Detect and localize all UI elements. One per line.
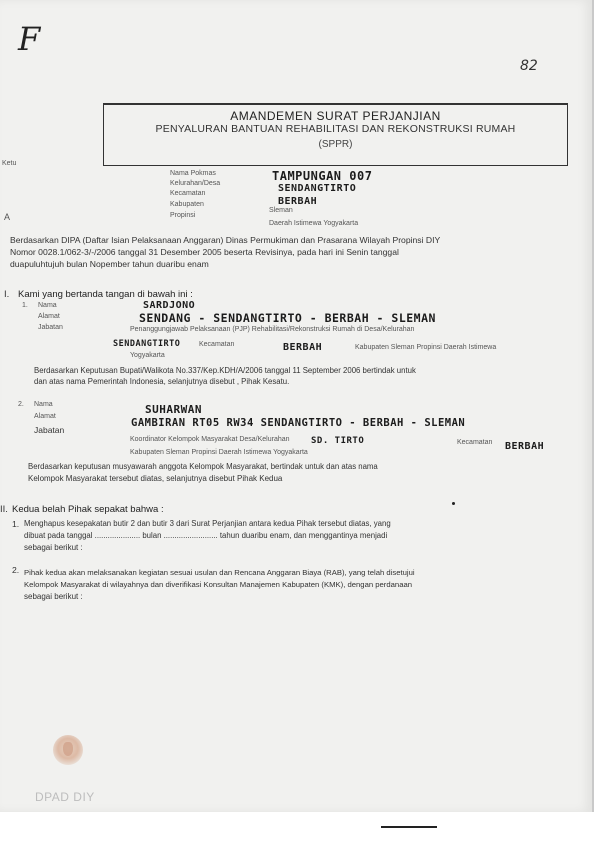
party-1-kecamatan: BERBAH	[283, 342, 323, 353]
a-label: A	[4, 212, 11, 222]
field-value-pokmas: TAMPUNGAN 007	[272, 169, 373, 183]
document-abbreviation: (SPPR)	[318, 139, 353, 150]
field-label-propinsi: Propinsi	[170, 212, 196, 219]
party-2-address-label: Alamat	[34, 413, 56, 420]
corner-handwritten-mark: F	[18, 20, 41, 58]
party-1-position-tail: Kabupaten Sleman Propinsi Daerah Istimewa	[355, 344, 497, 351]
item-2-number: 2.	[12, 565, 20, 575]
party-2-position-label: Jabatan	[34, 425, 65, 435]
item-2-line-2: Kelompok Masyarakat di wilayahnya dan diverifikasi Konsultan Manajemen Kabupaten (KMK), dengan perdanaan	[24, 580, 413, 589]
item-1-line-2: dibuat pada tanggal ..................... bulan ......................... tahun duaribu enam, dan menggantinya menjadi	[24, 531, 388, 540]
party-2-address: GAMBIRAN RT05 RW34 SENDANGTIRTO - BERBAH - SLEMAN	[131, 417, 466, 429]
faded-seal-logo	[53, 735, 83, 765]
party-1-position-label: Jabatan	[38, 324, 63, 331]
party-2-name: SUHARWAN	[145, 403, 202, 416]
party-2-position-line-1: Koordinator Kelompok Masyarakat Desa/Kelurahan	[130, 436, 290, 443]
intro-line-1: Berdasarkan DIPA (Daftar Isian Pelaksanaan Anggaran) Dinas Permukiman dan Prasarana Wilayah Propinsi DIY	[10, 235, 441, 245]
party-1-name-label: Nama	[38, 302, 57, 309]
title-box	[103, 103, 568, 166]
party-1-name: SARDJONO	[143, 300, 196, 311]
field-label-pokmas: Nama Pokmas	[170, 170, 216, 177]
intro-line-3: duapuluhtujuh bulan Nopember tahun duaribu enam	[10, 259, 209, 269]
item-1-line-3: sebagai berikut :	[24, 543, 83, 552]
field-value-propinsi: Daerah Istimewa Yogyakarta	[269, 220, 359, 227]
section-1-number: I.	[4, 289, 10, 300]
bottom-underline	[381, 826, 437, 828]
intro-line-2: Nomor 0028.1/062-3/-/2006 tanggal 31 Desember 2005 beserta Revisinya, pada hari ini Senin tanggal	[10, 247, 399, 257]
party-1-kec-label: Kecamatan	[199, 341, 235, 348]
item-1-number: 1.	[12, 519, 20, 529]
party-1-position-line-1: Penanggungjawab Pelaksanaan (PJP) Rehabilitasi/Rekonstruksi Rumah di Desa/Kelurahan	[130, 326, 415, 333]
item-1-line-1: Menghapus kesepakatan butir 2 dan butir 3 dari Surat Perjanjian antara kedua Pihak tersebut diatas, yang	[24, 519, 391, 528]
party-1-basis-line-2: dan atas nama Pemerintah Indonesia, selanjutnya disebut , Pihak Kesatu.	[34, 377, 290, 386]
archive-watermark: DPAD DIY	[35, 790, 95, 804]
section-2-heading: Kedua belah Pihak sepakat bahwa :	[12, 504, 164, 515]
party-1-address: SENDANG - SENDANGTIRTO - BERBAH - SLEMAN	[139, 311, 436, 325]
section-2-number: II.	[0, 504, 8, 515]
party-2-village: SD. TIRTO	[311, 436, 365, 446]
field-value-kecamatan: BERBAH	[278, 196, 318, 207]
lead-label: Ketu	[2, 160, 17, 167]
item-2-line-3: sebagai berikut :	[24, 592, 83, 601]
party-2-basis-line-2: Kelompok Masyarakat tersebut diatas, selanjutnya disebut Pihak Kedua	[28, 474, 283, 483]
party-2-name-label: Nama	[34, 401, 53, 408]
section-1-heading: Kami yang bertanda tangan di bawah ini :	[18, 289, 193, 300]
party-2-kecamatan: BERBAH	[505, 441, 545, 452]
party-2-number: 2.	[18, 401, 24, 408]
party-1-position-line-3: Yogyakarta	[130, 352, 165, 359]
field-value-kabupaten: Sleman	[269, 207, 293, 214]
page-number: 82	[520, 58, 538, 74]
ink-dot	[452, 502, 455, 505]
item-2-line-1: Pihak kedua akan melaksanakan kegiatan sesuai usulan dan Rencana Anggaran Biaya (RAB), yang telah disetujui	[24, 568, 415, 577]
party-1-basis-line-1: Berdasarkan Keputusan Bupati/Walikota No.337/Kep.KDH/A/2006 tanggal 11 September 2006 bertindak untuk	[34, 366, 416, 375]
party-1-address-label: Alamat	[38, 313, 60, 320]
document-title: AMANDEMEN SURAT PERJANJIAN	[230, 109, 441, 123]
field-label-desa: Kelurahan/Desa	[170, 180, 221, 187]
document-subtitle: PENYALURAN BANTUAN REHABILITASI DAN REKONSTRUKSI RUMAH	[155, 123, 516, 135]
party-2-position-line-2: Kabupaten Sleman Propinsi Daerah Istimewa Yogyakarta	[130, 449, 308, 456]
field-value-desa: SENDANGTIRTO	[278, 183, 357, 194]
party-1-village: SENDANGTIRTO	[113, 339, 181, 349]
party-2-basis-line-1: Berdasarkan keputusan musyawarah anggota Kelompok Masyarakat, bertindak untuk dan atas nama	[28, 462, 378, 471]
field-label-kecamatan: Kecamatan	[170, 190, 206, 197]
party-2-kec-label: Kecamatan	[457, 439, 493, 446]
party-1-number: 1.	[22, 302, 28, 309]
field-label-kabupaten: Kabupaten	[170, 201, 204, 208]
